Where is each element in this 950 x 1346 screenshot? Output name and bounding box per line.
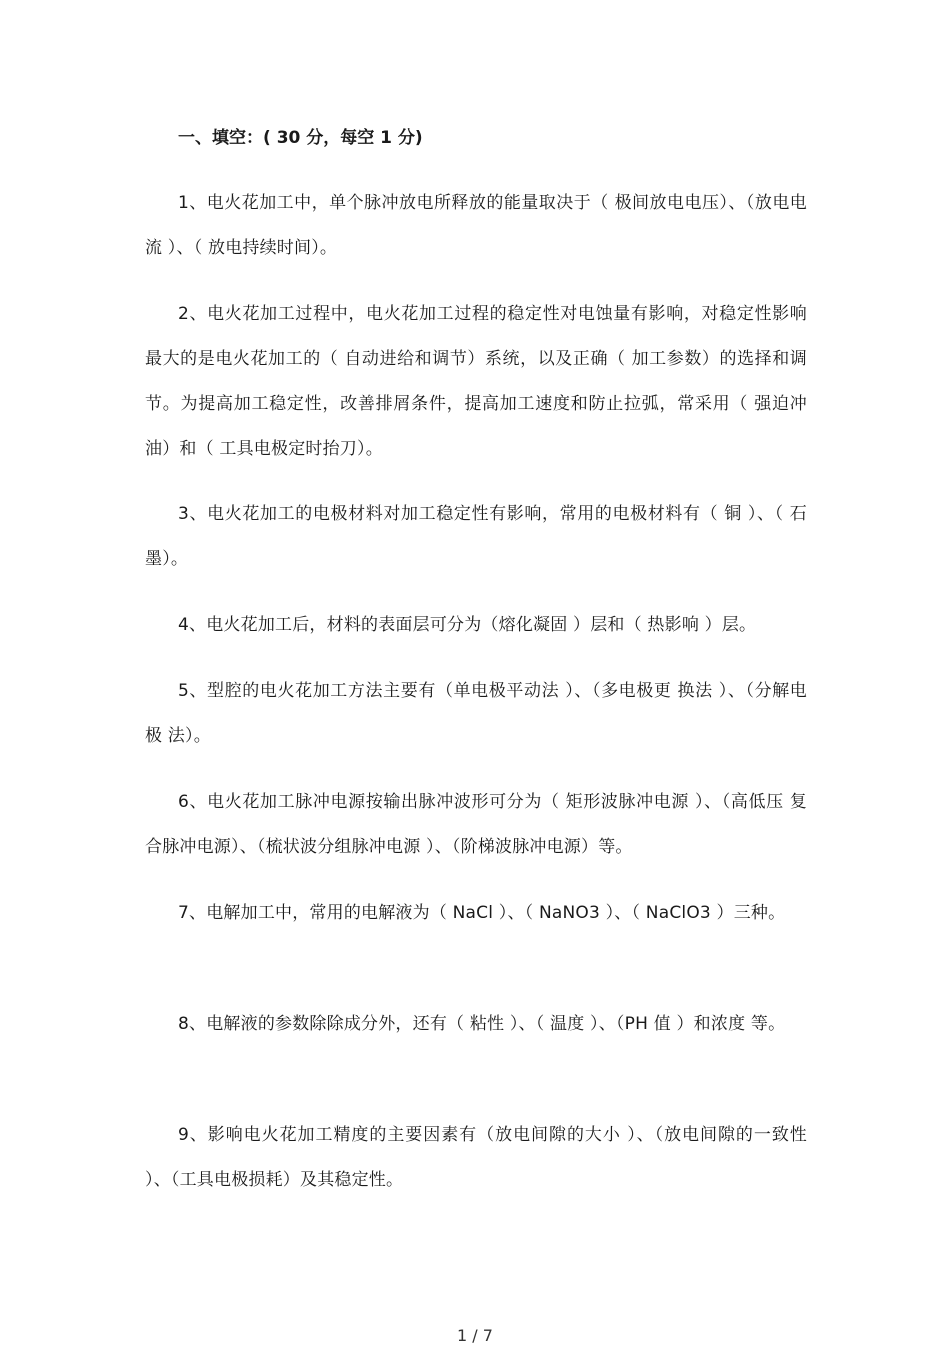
question-2: 2、电火花加工过程中，电火花加工过程的稳定性对电蚀量有影响，对稳定性影响最大的是电火花加工的（ 自动进给和调节）系统，以及正确（ 加工参数）的选择和调节。为提高加工稳定性，改善排屑条件，提高加工速度和防止拉弧，常采用（ 强迫冲油）和（ 工具电极定时抬刀）。 bbox=[145, 304, 807, 459]
question-1: 1、电火花加工中，单个脉冲放电所释放的能量取决于（ 极间放电电压）、（放电电流 ）、（ 放电持续时间）。 bbox=[145, 193, 807, 258]
question-7: 7、电解加工中，常用的电解液为（ NaCl ）、（ NaNO3 ）、（ NaClO3 ）三种。 bbox=[178, 903, 786, 923]
question-4: 4、电火花加工后，材料的表面层可分为（熔化凝固 ）层和（ 热影响 ）层。 bbox=[178, 615, 757, 635]
section-heading: 一、填空：( 30 分，每空 1 分) bbox=[178, 128, 423, 148]
question-5: 5、型腔的电火花加工方法主要有（单电极平动法 ）、（多电极更 换法 ）、（分解电极 法）。 bbox=[145, 681, 807, 746]
question-8: 8、电解液的参数除除成分外，还有（ 粘性 ）、（ 温度 ）、（PH 值 ）和浓度 等。 bbox=[178, 1014, 786, 1034]
question-6: 6、电火花加工脉冲电源按输出脉冲波形可分为（ 矩形波脉冲电源 ）、（高低压 复合脉冲电源）、（梳状波分组脉冲电源 ）、（阶梯波脉冲电源）等。 bbox=[145, 792, 807, 857]
question-3: 3、电火花加工的电极材料对加工稳定性有影响，常用的电极材料有（ 铜 ）、（ 石墨）。 bbox=[145, 504, 807, 569]
question-9: 9、影响电火花加工精度的主要因素有（放电间隙的大小 ）、（放电间隙的一致性 ）、（工具电极损耗）及其稳定性。 bbox=[145, 1125, 807, 1190]
page-number: 1 / 7 bbox=[457, 1326, 493, 1345]
